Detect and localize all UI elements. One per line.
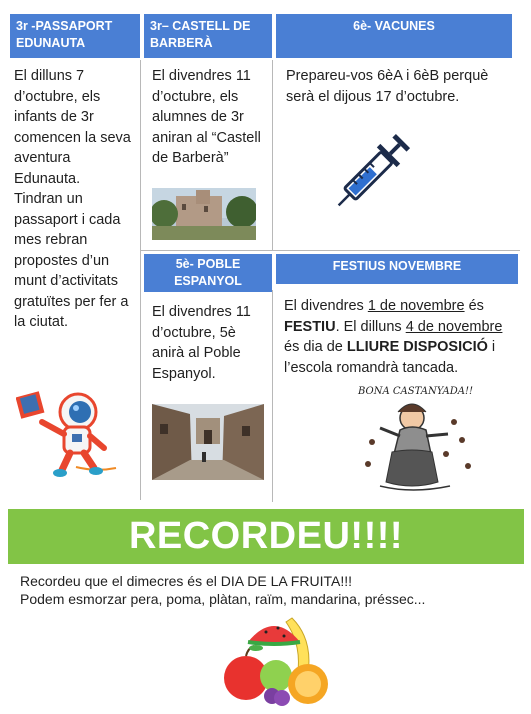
festius-text xyxy=(284,296,516,378)
divider xyxy=(140,250,520,251)
syringe-icon xyxy=(326,122,422,218)
date-lliure: 4 de novembre xyxy=(405,318,503,335)
date-festiu: 1 de novembre xyxy=(367,298,465,314)
vacunes-text: Prepareu-vos 6èA i 6èB perquè serà el dijous 17 d’octubre. xyxy=(286,68,489,105)
castell-text: El divendres 11 d’octubre, els alumnes de 3r aniran al “Castell de Barberà” xyxy=(152,68,261,166)
divider xyxy=(272,60,273,250)
fruit-icon xyxy=(220,612,330,709)
header-festius-label: FESTIUS NOVEMBRE xyxy=(332,259,462,273)
header-vacunes xyxy=(276,14,512,58)
header-festius xyxy=(276,254,518,284)
divider xyxy=(140,60,141,500)
header-vacunes-label: 6è- VACUNES xyxy=(353,19,435,33)
castanyera-icon xyxy=(350,382,486,502)
header-poble-espanyol xyxy=(144,254,272,292)
festius-text-part: és dia de xyxy=(284,339,347,355)
header-passaport-label: 3r -PASSAPORT EDUNAUTA xyxy=(16,19,113,50)
poble-espanyol-photo xyxy=(152,404,264,480)
passaport-text: El dilluns 7 d’octubre, els infants de 3r comencen la seva aventura Edunauta. Tindran un passaport i cada mes rebran propostes d’un munt d’activitats gratuïtes per fer a la ciutat. xyxy=(14,68,131,330)
castanyada-caption: BONA CASTANYADA!! xyxy=(358,386,474,397)
festius-text-part: . El dilluns xyxy=(335,318,406,335)
fruit-list-note: Podem esmorzar pera, poma, plàtan, raïm, mandarina, préssec... xyxy=(20,591,426,607)
castle-photo xyxy=(152,188,256,240)
astronaut-icon xyxy=(16,372,126,482)
street-icon xyxy=(152,404,264,480)
header-castell xyxy=(144,14,272,58)
header-passaport xyxy=(10,14,140,58)
astronaut-illustration xyxy=(16,372,126,482)
fruit-day-note: Recordeu que el dimecres és el DIA DE LA FRUITA!!! xyxy=(20,573,352,589)
festius-text-part: i l’escola romandrà tancada. xyxy=(284,339,496,376)
festius-text-part: és xyxy=(464,298,484,314)
fruit-illustration xyxy=(220,612,330,709)
header-castell-label: 3r– CASTELL DE BARBERÀ xyxy=(150,19,251,50)
festiu-label: FESTIU xyxy=(284,318,336,335)
festius-text-part: El divendres xyxy=(284,298,368,314)
banner-title: RECORDEU!!!! xyxy=(128,515,404,557)
castle-icon xyxy=(152,188,256,240)
recordeu-banner xyxy=(8,509,524,564)
poble-espanyol-text: El divendres 11 d’octubre, 5è anirà al Poble Espanyol. xyxy=(152,304,251,382)
castanyada-illustration xyxy=(350,382,486,502)
header-poble-espanyol-label: 5è- POBLE ESPANYOL xyxy=(174,257,242,288)
syringe-illustration xyxy=(326,122,422,218)
lliure-disposicio-label: LLIURE DISPOSICIÓ xyxy=(346,339,488,355)
divider xyxy=(272,290,273,502)
